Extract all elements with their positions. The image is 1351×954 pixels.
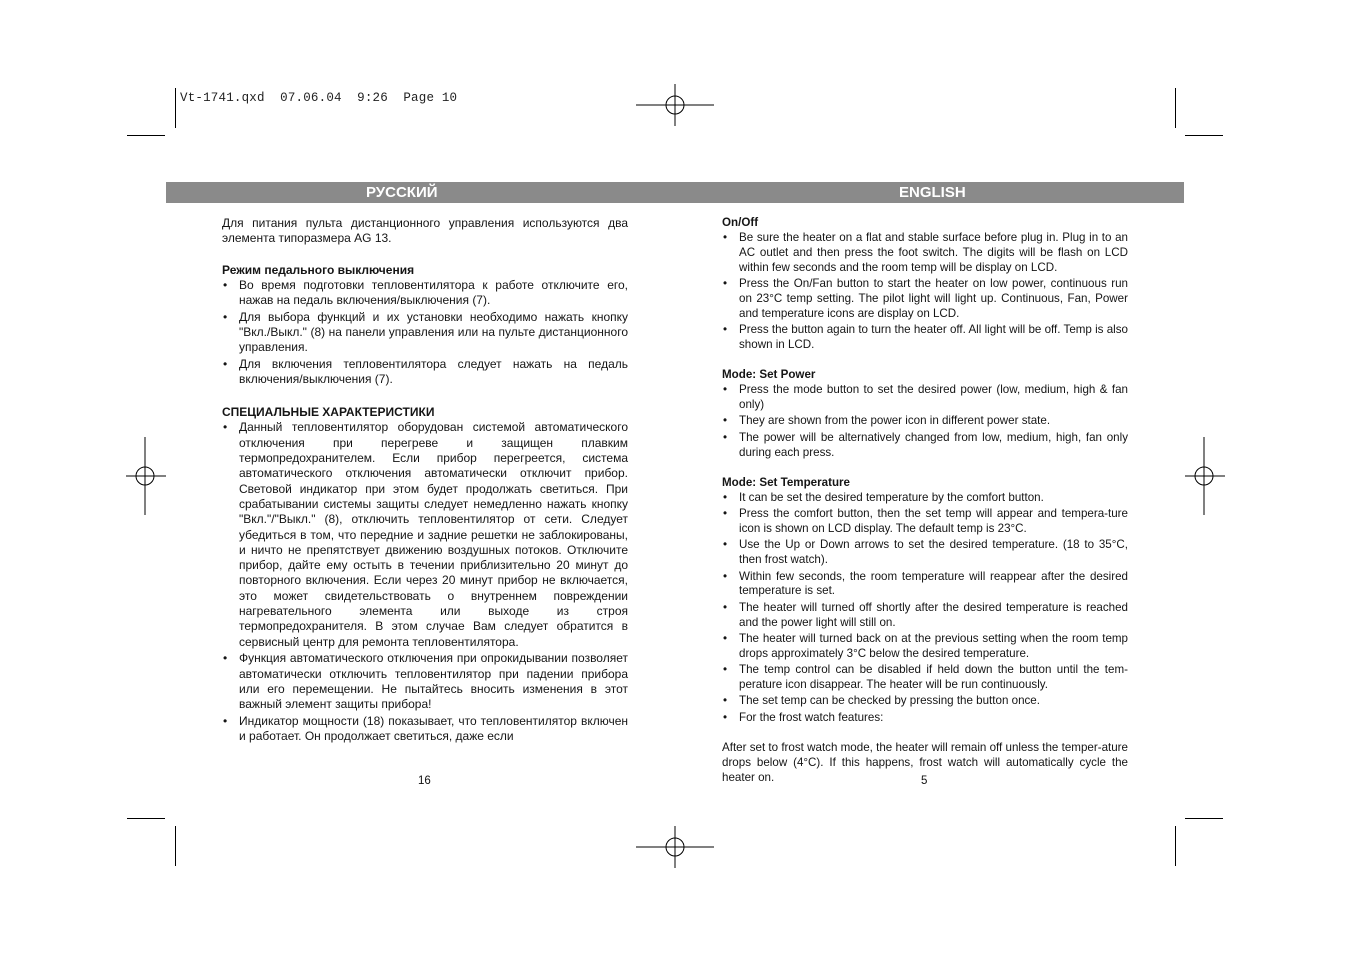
list-item: • Be sure the heater on a flat and stable surface before plug in. Plug in to an AC outlet and then press the foot switch. The digits will be flash on LCD within few seconds and the room temp will be display on LCD. xyxy=(722,231,1128,276)
pedal-list xyxy=(222,278,628,388)
list-item: • The power will be alternatively changed from low, medium, high, fan only during each press. xyxy=(722,431,1128,461)
temperature-heading: Mode: Set Temperature xyxy=(722,475,850,489)
russian-column xyxy=(222,216,628,746)
list-item: • Press the comfort button, then the set temp will appear and tempera-ture icon is shown on LCD display. The default temp is 23°C. xyxy=(722,507,1128,537)
power-list xyxy=(722,383,1128,460)
header-english: ENGLISH xyxy=(899,184,966,201)
list-item: • Press the mode button to set the desired power (low, medium, high & fan only) xyxy=(722,383,1128,413)
list-item: • For the frost watch features: xyxy=(722,711,1128,726)
registration-mark-left xyxy=(126,437,166,515)
list-item: • The heater will turned off shortly after the desired temperature is reached and the power light will still on. xyxy=(722,601,1128,631)
special-heading: СПЕЦИАЛЬНЫЕ ХАРАКТЕРИСТИКИ xyxy=(222,405,435,420)
list-item: • Данный тепловентилятор оборудован системой автоматического отключения при перегреве и защищен плавким термопредохранителем. Если прибор перегреется, система автоматического отключения автоматически отключит прибор. Световой индикатор при этом будет продолжать светиться. При срабатывании системы защиты следует немедленно нажать кнопку "Вкл."/"Выкл." (8), отключить тепловентилятор от сети. Следует убедиться в том, что передние и задние решетки не заблокированы, и ничто не препятствует движению воздушных потоков. Отключите прибор, дайте ему остыть в течении приблизительно 20 минут до повторного включения. Если через 20 минут прибор не включается, это может свидетельствовать о внутреннем повреждении нагревательного элемента или выходе из строя термопредохранителя. В этом случае Вам следует обратится в сервисный центр для ремонта тепловентилятора. xyxy=(222,420,628,649)
crop-mark-top-right-h xyxy=(1185,135,1223,136)
list-item: • The temp control can be disabled if held down the button until the tem-perature icon disappear. The heater will be run continuously. xyxy=(722,663,1128,693)
list-item: • Во время подготовки тепловентилятора к работе отключите его, нажав на педаль включения/выключения (7). xyxy=(222,278,628,309)
list-item: • It can be set the desired temperature by the comfort button. xyxy=(722,491,1128,506)
special-list xyxy=(222,420,628,744)
onoff-heading: On/Off xyxy=(722,216,759,229)
list-item: • Функция автоматического отключения при опрокидывании позволяет автоматически отключить тепловентилятор при падении прибора или его перемещении. Не пытайтесь вносить изменения в этот важный элемент защиты прибора! xyxy=(222,651,628,712)
crop-mark-top-left-v xyxy=(175,88,176,128)
frost-watch-paragraph: After set to frost watch mode, the heater will remain off unless the temper-ature drops below (4°C). If this happens, frost watch will automatically cycle the heater on. xyxy=(722,740,1128,784)
english-column xyxy=(722,216,1128,786)
list-item: • Press the button again to turn the heater off. All light will be off. Temp is also shown in LCD. xyxy=(722,323,1128,353)
crop-mark-bottom-right-h xyxy=(1185,818,1223,819)
crop-mark-top-right-v xyxy=(1175,88,1176,128)
list-item: • Within few seconds, the room temperature will reappear after the desired temperature is set. xyxy=(722,570,1128,600)
list-item: • They are shown from the power icon in different power state. xyxy=(722,414,1128,429)
crop-mark-bottom-left-v xyxy=(175,826,176,866)
list-item: • Use the Up or Down arrows to set the desired temperature. (18 to 35°C, then frost watch). xyxy=(722,538,1128,568)
intro-paragraph: Для питания пульта дистанционного управления используются два элемента типоразмера AG 13. xyxy=(222,216,628,246)
list-item: • Для включения тепловентилятора следует нажать на педаль включения/выключения (7). xyxy=(222,357,628,388)
header-russian: РУССКИЙ xyxy=(366,184,438,201)
registration-mark-bottom xyxy=(636,808,714,886)
list-item: • The heater will turned back on at the previous setting when the room temp drops approximately 3°C below the desired temperature. xyxy=(722,632,1128,662)
crop-mark-bottom-right-v xyxy=(1175,826,1176,866)
onoff-list xyxy=(722,231,1128,353)
crop-mark-bottom-left-h xyxy=(127,818,165,819)
page-number-left: 16 xyxy=(418,775,431,787)
print-slug: Vt-1741.qxd 07.06.04 9:26 Page 10 xyxy=(180,91,458,105)
power-heading: Mode: Set Power xyxy=(722,368,816,382)
pedal-heading: Режим педального выключения xyxy=(222,262,415,277)
list-item: • Для выбора функций и их установки необходимо нажать кнопку "Вкл./Выкл." (8) на панели управления или на пульте дистанционного управления. xyxy=(222,310,628,356)
registration-mark-top xyxy=(636,66,714,144)
page-number-right: 5 xyxy=(921,775,928,787)
language-header-bar xyxy=(166,182,1184,203)
registration-mark-right xyxy=(1185,437,1225,515)
list-item: • The set temp can be checked by pressing the button once. xyxy=(722,694,1128,709)
crop-mark-top-left-h xyxy=(127,135,165,136)
list-item: • Press the On/Fan button to start the heater on low power, continuous run on 23°C temp setting. The pilot light will light up. Continuous, Fan, Power and temperature icons are display on LCD. xyxy=(722,277,1128,322)
list-item: • Индикатор мощности (18) показывает, что тепловентилятор включен и работает. Он продолжает светиться, даже если xyxy=(222,714,628,745)
temperature-list xyxy=(722,491,1128,726)
